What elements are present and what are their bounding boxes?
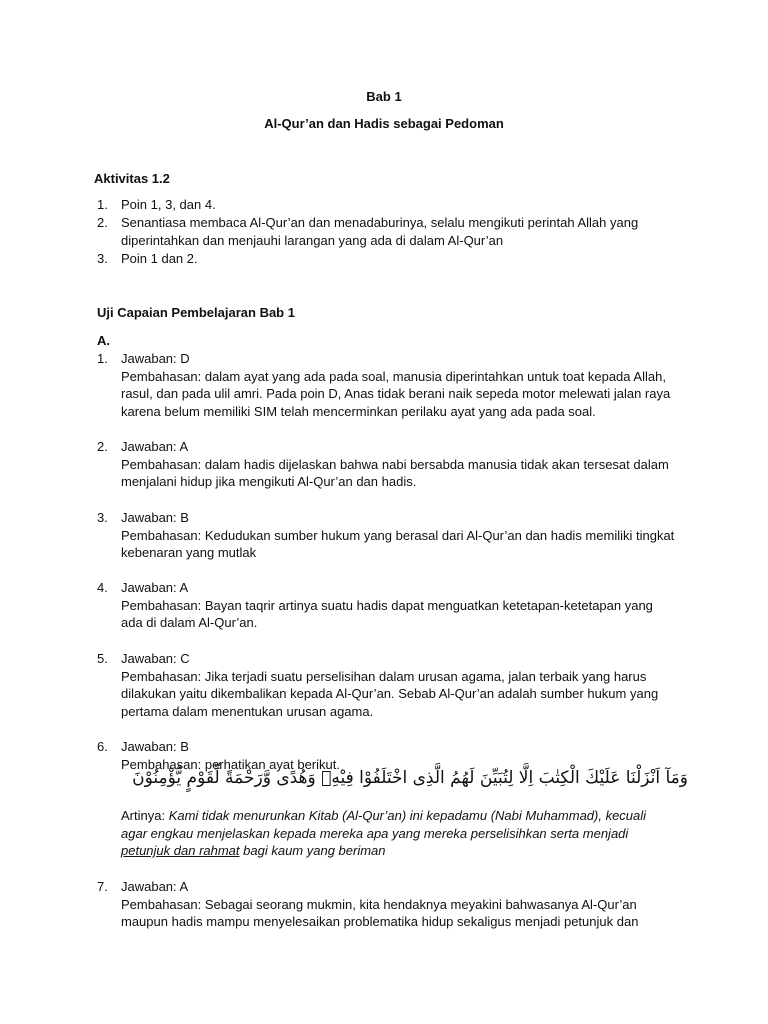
explanation-line: rasul, dan pada ulil amri. Pada poin D, Anas tidak berani naik sepeda motor melewati jalan raya	[121, 386, 671, 402]
aktivitas-item	[121, 214, 681, 249]
explanation-line: dilakukan yaitu dikembalikan kepada Al-Qur’an. Sebab Al-Qur’an adalah sumber hukum yang	[121, 686, 659, 702]
explanation-line: karena belum memiliki SIM telah mencerminkan perilaku ayat yang ada pada soal.	[121, 403, 596, 419]
question-number: 7.	[97, 879, 108, 894]
translation-underlined-text: petunjuk dan rahmat	[121, 843, 240, 859]
item-text-line: diperintahkan dan menjauhi larangan yang ada di dalam Al-Qur’an	[121, 232, 504, 248]
question-item	[121, 579, 681, 632]
explanation-line: Pembahasan: Kedudukan sumber hukum yang berasal dari Al-Qur’an dan hadis memiliki tingkat	[121, 527, 675, 543]
answer-text: Jawaban: A	[121, 439, 189, 454]
explanation-line: Pembahasan: perhatikan ayat berikut.	[121, 756, 340, 772]
explanation-line: menjalani hidup jika mengikuti Al-Qur’an dan hadis.	[121, 474, 417, 490]
translation-line	[121, 825, 681, 843]
translation-line	[121, 842, 681, 860]
chapter-label: Bab 1	[366, 89, 402, 104]
question-number: 2.	[97, 439, 108, 454]
answer-text: Jawaban: B	[121, 739, 189, 754]
aktivitas-number: 3.	[97, 251, 108, 266]
question-item	[121, 650, 681, 720]
aktivitas-item	[121, 250, 681, 268]
aktivitas-number: 2.	[97, 215, 108, 230]
translation-text: bagi kaum yang beriman	[239, 843, 386, 859]
section-label: A.	[97, 333, 110, 348]
translation-block	[121, 807, 681, 860]
item-text-line: Poin 1 dan 2.	[121, 251, 198, 266]
explanation-line: maupun hadis mampu menyelesaikan problematika hidup sekaligus menjadi petunjuk dan	[121, 914, 639, 930]
question-item	[121, 350, 681, 420]
item-text-line: Poin 1, 3, dan 4.	[121, 197, 216, 212]
explanation-line: Pembahasan: Jika terjadi suatu perselisihan dalam urusan agama, jalan terbaik yang harus	[121, 668, 647, 684]
question-number: 5.	[97, 651, 108, 666]
aktivitas-heading: Aktivitas 1.2	[94, 171, 170, 186]
explanation-line: ada di dalam Al-Qur’an.	[121, 615, 258, 631]
aktivitas-item	[121, 196, 681, 214]
answer-text: Jawaban: A	[121, 879, 189, 894]
question-number: 4.	[97, 580, 108, 595]
arabic-verse: وَمَآ اَنْزَلْنَا عَلَيْكَ الْكِتٰبَ اِلَّا لِتُبَيِّنَ لَهُمُ الَّذِى اخْتَلَفُوْا فِيْهِۙ وَهُدًى وَّرَحْمَةً لِّقَوْمٍ يُّؤْمِنُوْنَ	[132, 768, 688, 788]
item-text-line: Senantiasa membaca Al-Qur’an dan menadaburinya, selalu mengikuti perintah Allah yang	[121, 215, 639, 230]
question-number: 3.	[97, 510, 108, 525]
explanation-line: Pembahasan: dalam ayat yang ada pada soal, manusia diperintahkan untuk toat kepada Allah,	[121, 368, 666, 384]
question-item	[121, 878, 681, 931]
question-number: 6.	[97, 739, 108, 754]
question-item	[121, 438, 681, 491]
aktivitas-number: 1.	[97, 197, 108, 212]
answer-text: Jawaban: D	[121, 351, 190, 366]
question-item	[121, 509, 681, 562]
explanation-line: Pembahasan: dalam hadis dijelaskan bahwa nabi bersabda manusia tidak akan tersesat dalam	[121, 456, 669, 472]
question-number: 1.	[97, 351, 108, 366]
answer-text: Jawaban: A	[121, 580, 189, 595]
explanation-line: Pembahasan: Bayan taqrir artinya suatu hadis dapat menguatkan ketetapan-ketetapan yang	[121, 597, 653, 613]
uji-heading: Uji Capaian Pembelajaran Bab 1	[97, 305, 295, 320]
explanation-line: kebenaran yang mutlak	[121, 545, 257, 561]
answer-text: Jawaban: B	[121, 510, 189, 525]
translation-text: Kami tidak menurunkan Kitab (Al-Qur’an) ini kepadamu (Nabi Muhammad), kecuali	[168, 808, 647, 823]
translation-label: Artinya:	[121, 808, 169, 823]
explanation-line: pertama dalam menentukan urusan agama.	[121, 703, 374, 719]
translation-text: agar engkau menjelaskan kepada mereka apa yang mereka perselisihkan serta menjadi	[121, 825, 629, 841]
chapter-title: Al-Qur’an dan Hadis sebagai Pedoman	[264, 116, 504, 131]
explanation-line: Pembahasan: Sebagai seorang mukmin, kita hendaknya meyakini bahwasanya Al-Qur’an	[121, 896, 637, 912]
answer-text: Jawaban: C	[121, 651, 190, 666]
translation-line	[121, 807, 681, 825]
